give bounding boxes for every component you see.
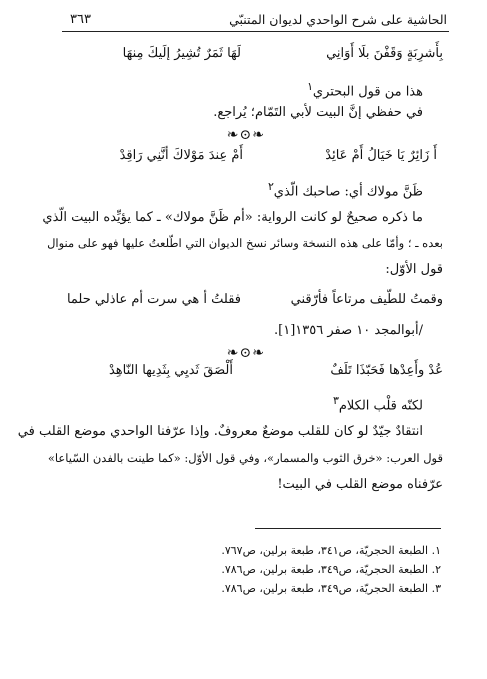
footnote-ref: ١ (307, 80, 313, 93)
verse-2-right: أَ زَائِرٌ يَا خَيَالُ أَمْ عَائِدْ (325, 148, 437, 163)
header-rule (62, 31, 449, 32)
text-content: ظَنَّ مولاك أي: صاحبك الّذي (273, 184, 423, 200)
verse-2-left: أَمْ عِندَ مَوْلاكَ أنَّنِي رَاقِدْ (119, 148, 243, 163)
ornament-divider: ❧⊙❧ (226, 345, 265, 361)
footnote-rule (255, 528, 441, 529)
text-line: عرّفناه موضع القلب في البيت! (277, 477, 443, 492)
text-line (333, 394, 423, 413)
header-title: الحاشية على شرح الواحدي لديوان المتنبّي (229, 12, 447, 27)
footnote-ref: ٢ (267, 180, 274, 193)
verse-4-left: أَلْصَقَ ثَديِي بِثَدِيها النّاهِدْ (108, 363, 233, 378)
verse-3-right: وقمتُ للطّيف مرتاعاً فأرّقني (290, 292, 443, 307)
text-line (307, 80, 423, 99)
text-content: لكنّه قلْب الكلام (338, 398, 423, 414)
text-line: قول الأوّل: (385, 262, 443, 277)
text-line (268, 180, 423, 199)
page-number: ٣٦٣ (70, 12, 91, 27)
text-line: قول العرب: «خرق الثوب والمسمار»، وفي قول الأوّل: «كما طينت بالفدن السّياعا» (47, 451, 443, 465)
footnote: ١. الطبعة الحجريّة، ص٣٤١، طبعة برلين، ص٧٦٧. (221, 544, 441, 557)
text-line: /أبوالمجد ١٠ صفر ١٣٥٦[١]. (273, 323, 423, 338)
text-content: هذا من قول البحتري (312, 84, 423, 100)
verse-4-right: عُدْ وأَعِدْها فَحَبّذَا تَلَفٌ (330, 363, 443, 378)
verse-1-right: لَهَا ثَمَرٌ تُشِيرُ إلَيكَ مِنهَا (122, 46, 241, 61)
footnote: ٣. الطبعة الحجريّة، ص٣٤٩، طبعة برلين، ص٧٨٦. (221, 582, 441, 595)
footnote-ref: ٣ (333, 394, 339, 407)
footnote: ٢. الطبعة الحجريّة، ص٣٤٩، طبعة برلين، ص٧٨٦. (221, 563, 441, 576)
text-line: ما ذكره صحيحٌ لو كانت الرواية: «أم ظَنَّ مولاك» ـ كما يؤيِّده البيت الّذي (42, 210, 423, 225)
text-line: في حفظي إنَّ البيت لأبي التَمّام؛ يُراجع. (213, 105, 423, 120)
text-line: بعده ـ ؛ وأمّا على هذه النسخة وسائر نسخ الديوان التي اطّلعتُ عليها فهو على منوال (47, 236, 443, 250)
text-line: انتقادٌ جيّدٌ لو كان للقلب موضعٌ معروفٌ. وإذا عرّفنا الواحدي موضع القلب في (17, 424, 423, 439)
verse-1-left: بِأَشرِبَةٍ وَقَفْنَ بلَا أَوَانِي (326, 46, 443, 61)
verse-3-left: فقلتُ أ هي سرت أم عاذلي حلما (66, 292, 241, 307)
ornament-divider: ❧⊙❧ (226, 127, 265, 143)
